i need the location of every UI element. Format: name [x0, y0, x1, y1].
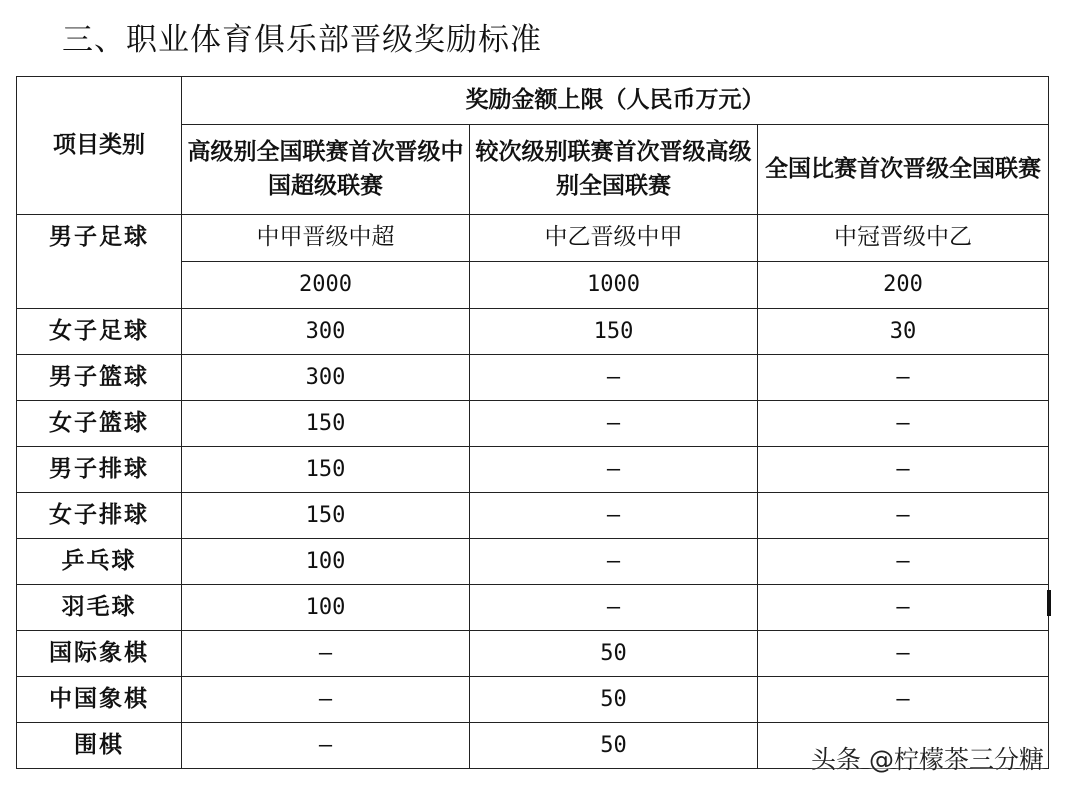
table-row	[17, 677, 1049, 723]
table-cell: 100	[182, 539, 470, 585]
table-cell: –	[758, 631, 1049, 677]
corner-header: 项目类别	[17, 77, 182, 215]
table-cell: 2000	[182, 262, 470, 309]
table-row	[17, 539, 1049, 585]
row-label: 男子排球	[17, 447, 182, 493]
table-cell: –	[758, 585, 1049, 631]
table-cell: 150	[182, 447, 470, 493]
table-header-row	[17, 77, 1049, 125]
table-cell: 150	[182, 493, 470, 539]
table-row	[17, 631, 1049, 677]
group-header: 奖励金额上限（人民币万元）	[182, 77, 1049, 125]
table-cell: –	[470, 447, 758, 493]
row-label: 女子足球	[17, 309, 182, 355]
table-cell: –	[758, 401, 1049, 447]
table-row	[17, 215, 1049, 262]
table-cell: –	[758, 447, 1049, 493]
table-cell: –	[758, 493, 1049, 539]
watermark: 头条 @柠檬茶三分糖	[811, 745, 1044, 774]
column-header: 较次级别联赛首次晋级高级别全国联赛	[470, 125, 758, 215]
row-label: 男子足球	[17, 215, 182, 309]
table-cell: –	[182, 723, 470, 769]
row-label: 中国象棋	[17, 677, 182, 723]
table-row	[17, 493, 1049, 539]
table-row	[17, 355, 1049, 401]
row-label: 女子排球	[17, 493, 182, 539]
table-cell: 50	[470, 723, 758, 769]
table-cell: –	[470, 401, 758, 447]
table-cell: –	[470, 493, 758, 539]
table-cell: –	[182, 677, 470, 723]
promotion-cell: 中甲晋级中超	[182, 215, 470, 262]
table-cell: 150	[470, 309, 758, 355]
table-cell: 300	[182, 355, 470, 401]
page-title: 三、职业体育俱乐部晋级奖励标准	[62, 22, 542, 58]
promotion-cell: 中冠晋级中乙	[758, 215, 1049, 262]
reward-table	[16, 76, 1049, 769]
table-cell: 1000	[470, 262, 758, 309]
table-row	[17, 309, 1049, 355]
row-label: 羽毛球	[17, 585, 182, 631]
table-cell: 30	[758, 309, 1049, 355]
table-cell: 300	[182, 309, 470, 355]
row-label: 围棋	[17, 723, 182, 769]
table-cell: 50	[470, 631, 758, 677]
table-cell: –	[758, 355, 1049, 401]
table-row	[17, 585, 1049, 631]
table-cell: –	[758, 539, 1049, 585]
table-cell: 150	[182, 401, 470, 447]
promotion-cell: 中乙晋级中甲	[470, 215, 758, 262]
table-cell: 50	[470, 677, 758, 723]
column-header: 全国比赛首次晋级全国联赛	[758, 125, 1049, 215]
table-cell: –	[758, 677, 1049, 723]
table-cell: –	[470, 585, 758, 631]
row-label: 女子篮球	[17, 401, 182, 447]
table-cell: 100	[182, 585, 470, 631]
table-row	[17, 447, 1049, 493]
column-header: 高级别全国联赛首次晋级中国超级联赛	[182, 125, 470, 215]
table-row	[17, 401, 1049, 447]
row-label: 乒乓球	[17, 539, 182, 585]
table-cell: –	[470, 355, 758, 401]
row-label: 国际象棋	[17, 631, 182, 677]
row-label: 男子篮球	[17, 355, 182, 401]
edge-mark	[1047, 590, 1051, 616]
table-cell: 200	[758, 262, 1049, 309]
table-cell: –	[470, 539, 758, 585]
table-cell: –	[182, 631, 470, 677]
